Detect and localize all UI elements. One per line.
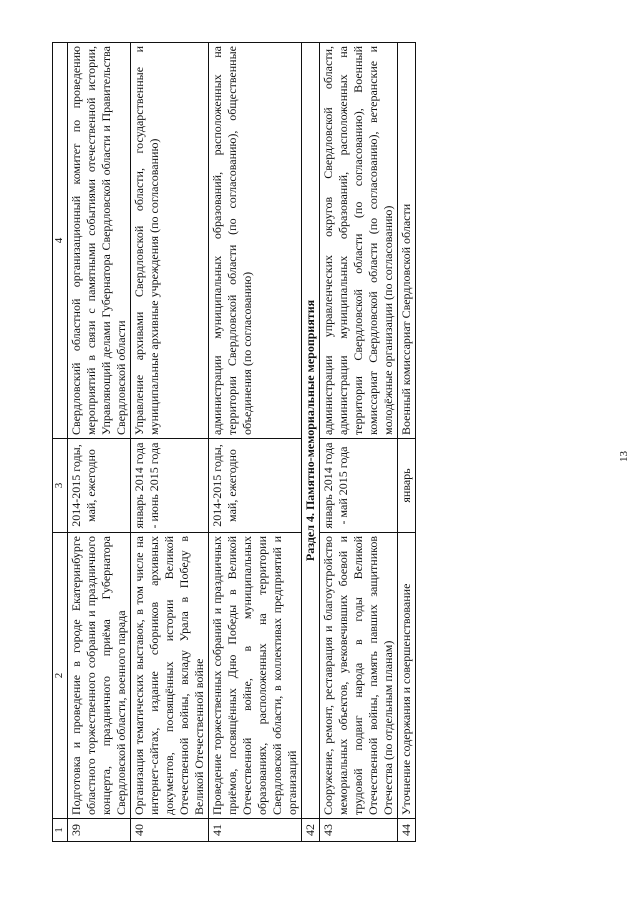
row-number: 42: [301, 819, 319, 842]
table-row: [208, 43, 301, 842]
column-header: 3: [53, 439, 68, 533]
activity-cell: Подготовка и проведение в городе Екатеринбурге областного торжественного собрания и праздничного концерта, праздничного приёма Губернатора Свердловской области, военного парада: [67, 533, 130, 819]
activity-cell: Проведение торжественных собраний и праздничных приёмов, посвящённых Дню Победы в Великой Отечественной войне, в муниципальных образованиях, расположенных на территории Свердловской области, в коллективах предприятий и организаций: [208, 533, 301, 819]
activity-cell: Уточнение содержания и совершенствование: [397, 533, 415, 819]
row-number: 39: [67, 819, 130, 842]
column-header: 1: [53, 819, 68, 842]
table-row: [319, 43, 397, 842]
executor-cell: администрации управленческих округов Свердловской области, администрации муниципальных образований, расположенных на территории Свердловской области (по согласованию), Военный комиссариат Свердловской области (по согласованию), ветеранские и молодёжные организации (по согласованию): [319, 43, 397, 439]
period-cell: 2014-2015 годы, май, ежегодно: [67, 439, 130, 533]
table-row: [130, 43, 208, 842]
section-title: Раздел 4. Памятно-мемориальные мероприятия: [301, 43, 319, 819]
executor-cell: Свердловский областной организационный комитет по проведению мероприятий в связи с памятными событиями отечественной истории, Управляющий делами Губернатора Свердловской области и Правительства Свердловской области: [67, 43, 130, 439]
executor-cell: администрации муниципальных образований, расположенных на территории Свердловской области (по согласованию), общественные объединения (по согласованию): [208, 43, 301, 439]
row-number: 41: [208, 819, 301, 842]
section-row: [301, 43, 319, 842]
column-header: 2: [53, 533, 68, 819]
activity-cell: Сооружение, ремонт, реставрация и благоустройство мемориальных объектов, увековечивших боевой и трудовой подвиг народа в годы Великой Отечественной войны, память павших защитников Отечества (по отдельным планам): [319, 533, 397, 819]
page-number: 13: [618, 451, 630, 462]
row-number: 44: [397, 819, 415, 842]
table-row: [67, 43, 130, 842]
period-cell: январь: [397, 439, 415, 533]
table-header-row: [53, 43, 68, 842]
row-number: 43: [319, 819, 397, 842]
executor-cell: Управление архивами Свердловской области, государственные и муниципальные архивные учреждения (по согласованию): [130, 43, 208, 439]
executor-cell: Военный комиссариат Свердловской области: [397, 43, 415, 439]
period-cell: январь 2014 года - июнь 2015 года: [130, 439, 208, 533]
period-cell: январь 2014 года - май 2015 года: [319, 439, 397, 533]
table-row: [397, 43, 415, 842]
events-table: [52, 42, 416, 842]
period-cell: 2014-2015 годы, май, ежегодно: [208, 439, 301, 533]
column-header: 4: [53, 43, 68, 439]
row-number: 40: [130, 819, 208, 842]
activity-cell: Организация тематических выставок, в том числе на интернет-сайтах, издание сборников архивных документов, посвящённых истории Великой Отечественной войны, вкладу Урала в Победу в Великой Отечественной войне: [130, 533, 208, 819]
